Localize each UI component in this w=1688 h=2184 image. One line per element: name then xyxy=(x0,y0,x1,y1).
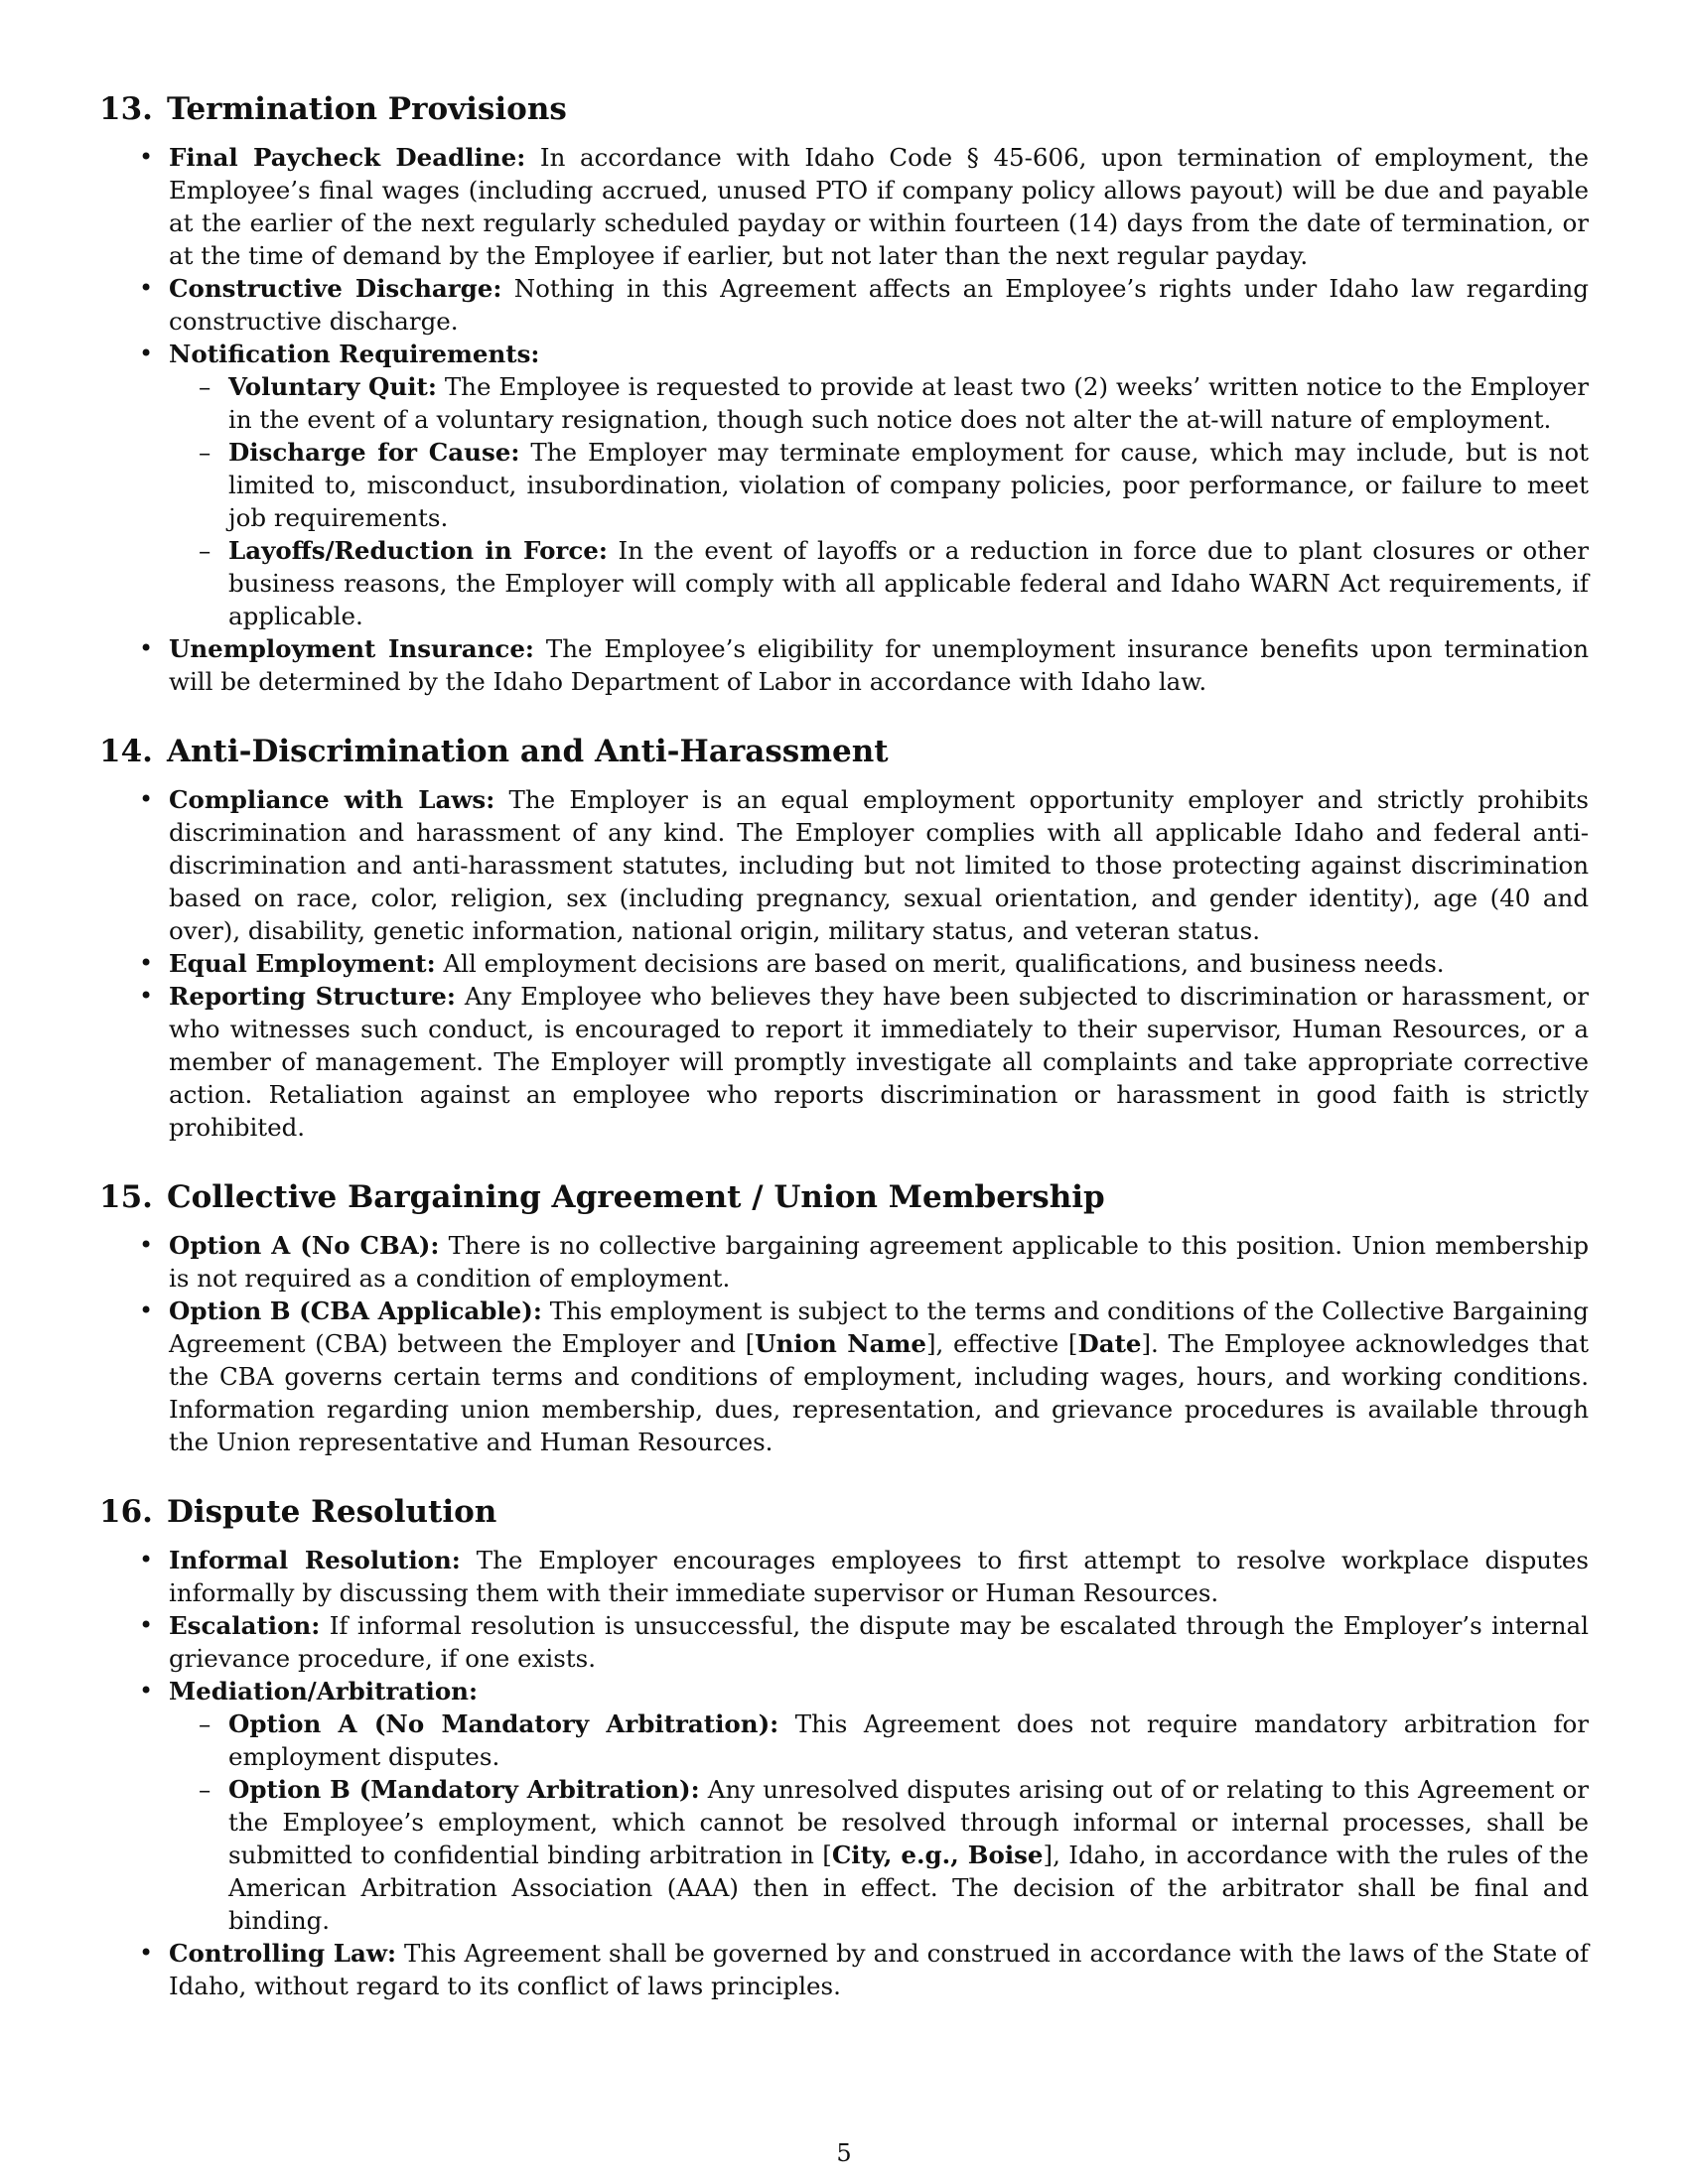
placeholder-city: City, e.g., Boise xyxy=(831,1841,1044,1869)
list-item: • Option A (No CBA): There is no collective bargaining agreement applicable to this position. Union membership is not required as a condition of employment. xyxy=(169,1229,1589,1295)
sub-list-item: – Option A (No Mandatory Arbitration): This Agreement does not require mandatory arbitration for employment disputes. xyxy=(228,1707,1589,1773)
sub-list-item: – Layoffs/Reduction in Force: In the event of layoffs or a reduction in force due to plant closures or other business reasons, the Employer will comply with all applicable federal and Idaho WARN Act requirements, if applicable. xyxy=(228,534,1589,632)
placeholder-date: Date xyxy=(1077,1329,1142,1358)
list-item: • Escalation: If informal resolution is unsuccessful, the dispute may be escalated through the Employer’s internal grievance procedure, if one exists. xyxy=(169,1609,1589,1675)
sub-list-item: – Voluntary Quit: The Employee is requested to provide at least two (2) weeks’ written notice to the Employer in the event of a voluntary resignation, though such notice does not alter the at-will nature of employment. xyxy=(228,370,1589,436)
sub-list-item: – Option B (Mandatory Arbitration): Any unresolved disputes arising out of or relating to this Agreement or the Employee’s employment, which cannot be resolved through informal or internal processes, shall be submitted to confidential binding arbitration in [City, e.g., Boise], Idaho, in accordance with the rules of the American Arbitration Association (AAA) then in effect. The decision of the arbitrator shall be final and binding. xyxy=(228,1773,1589,1937)
list-item: • Controlling Law: This Agreement shall be governed by and construed in accordance with the laws of the State of Idaho, without regard to its conflict of laws principles. xyxy=(169,1937,1589,2002)
list-item: • Compliance with Laws: The Employer is an equal employment opportunity employer and strictly prohibits discrimination and harassment of any kind. The Employer complies with all applicable Idaho and federal anti-discrimination and anti-harassment statutes, including but not limited to those protecting against discrimination based on race, color, religion, sex (including pregnancy, sexual orientation, and gender identity), age (40 and over), disability, genetic information, national origin, military status, and veteran status. xyxy=(169,783,1589,947)
list-item: • Notification Requirements: – Voluntary Quit: The Employee is requested to provide at least two (2) weeks’ written notice to the Employer in the event of a voluntary resignation, though such notice does not alter the at-will nature of employment. – Discharge for Cause: The Employer may terminate employment for cause, which may include, but is not limited to, misconduct, insubordination, violation of company policies, poor performance, or failure to meet job requirements. – Layoffs/Reduction in Force: In the event of layoffs or a reduction in force due to plant closures or other business reasons, the Employer will comply with all applicable federal and Idaho WARN Act requirements, if applicable. xyxy=(169,338,1589,632)
list-item: • Mediation/Arbitration: – Option A (No Mandatory Arbitration): This Agreement does not require mandatory arbitration for employment disputes. – Option B (Mandatory Arbitration): Any unresolved disputes arising out of or relating to this Agreement or the Employee’s employment, which cannot be resolved through informal or internal processes, shall be submitted to confidential binding arbitration in [City, e.g., Boise], Idaho, in accordance with the rules of the American Arbitration Association (AAA) then in effect. The decision of the arbitrator shall be final and binding. xyxy=(169,1675,1589,1937)
section-heading: 16. Dispute Resolution xyxy=(99,1494,497,1530)
bullet-list xyxy=(99,783,1589,1144)
bullet-list xyxy=(99,141,1589,698)
section-heading: 15. Collective Bargaining Agreement / Union Membership xyxy=(99,1179,1105,1215)
document-page xyxy=(99,89,1589,2036)
list-item: • Unemployment Insurance: The Employee’s eligibility for unemployment insurance benefits upon termination will be determined by the Idaho Department of Labor in accordance with Idaho law. xyxy=(169,632,1589,698)
section-dispute-resolution xyxy=(99,1492,1589,2002)
bullet-list xyxy=(99,1229,1589,1458)
page-number: 5 xyxy=(836,2139,852,2167)
section-heading: 13. Termination Provisions xyxy=(99,91,567,127)
sub-list-item: – Discharge for Cause: The Employer may terminate employment for cause, which may include, but is not limited to, misconduct, insubordination, violation of company policies, poor performance, or failure to meet job requirements. xyxy=(228,436,1589,534)
bullet-list xyxy=(99,1544,1589,2002)
section-collective-bargaining xyxy=(99,1177,1589,1458)
section-anti-discrimination xyxy=(99,732,1589,1144)
placeholder-union-name: Union Name xyxy=(755,1329,926,1358)
list-item: • Reporting Structure: Any Employee who believes they have been subjected to discrimination or harassment, or who witnesses such conduct, is encouraged to report it immediately to their supervisor, Human Resources, or a member of management. The Employer will promptly investigate all complaints and take appropriate corrective action. Retaliation against an employee who reports discrimination or harassment in good faith is strictly prohibited. xyxy=(169,980,1589,1144)
list-item: • Constructive Discharge: Nothing in this Agreement affects an Employee’s rights under Idaho law regarding constructive discharge. xyxy=(169,272,1589,338)
list-item: • Option B (CBA Applicable): This employment is subject to the terms and conditions of the Collective Bargaining Agreement (CBA) between the Employer and [Union Name], effective [Date]. The Employee acknowledges that the CBA governs certain terms and conditions of employment, including wages, hours, and working conditions. Information regarding union membership, dues, representation, and grievance procedures is available through the Union representative and Human Resources. xyxy=(169,1295,1589,1458)
list-item: • Equal Employment: All employment decisions are based on merit, qualifications, and business needs. xyxy=(169,947,1589,980)
sub-list xyxy=(169,1707,1589,1937)
section-heading: 14. Anti-Discrimination and Anti-Harassment xyxy=(99,734,889,769)
list-item: • Final Paycheck Deadline: In accordance with Idaho Code § 45-606, upon termination of employment, the Employee’s final wages (including accrued, unused PTO if company policy allows payout) will be due and payable at the earlier of the next regularly scheduled payday or within fourteen (14) days from the date of termination, or at the time of demand by the Employee if earlier, but not later than the next regular payday. xyxy=(169,141,1589,272)
sub-list xyxy=(169,370,1589,632)
list-item: • Informal Resolution: The Employer encourages employees to first attempt to resolve workplace disputes informally by discussing them with their immediate supervisor or Human Resources. xyxy=(169,1544,1589,1609)
section-termination-provisions xyxy=(99,89,1589,698)
